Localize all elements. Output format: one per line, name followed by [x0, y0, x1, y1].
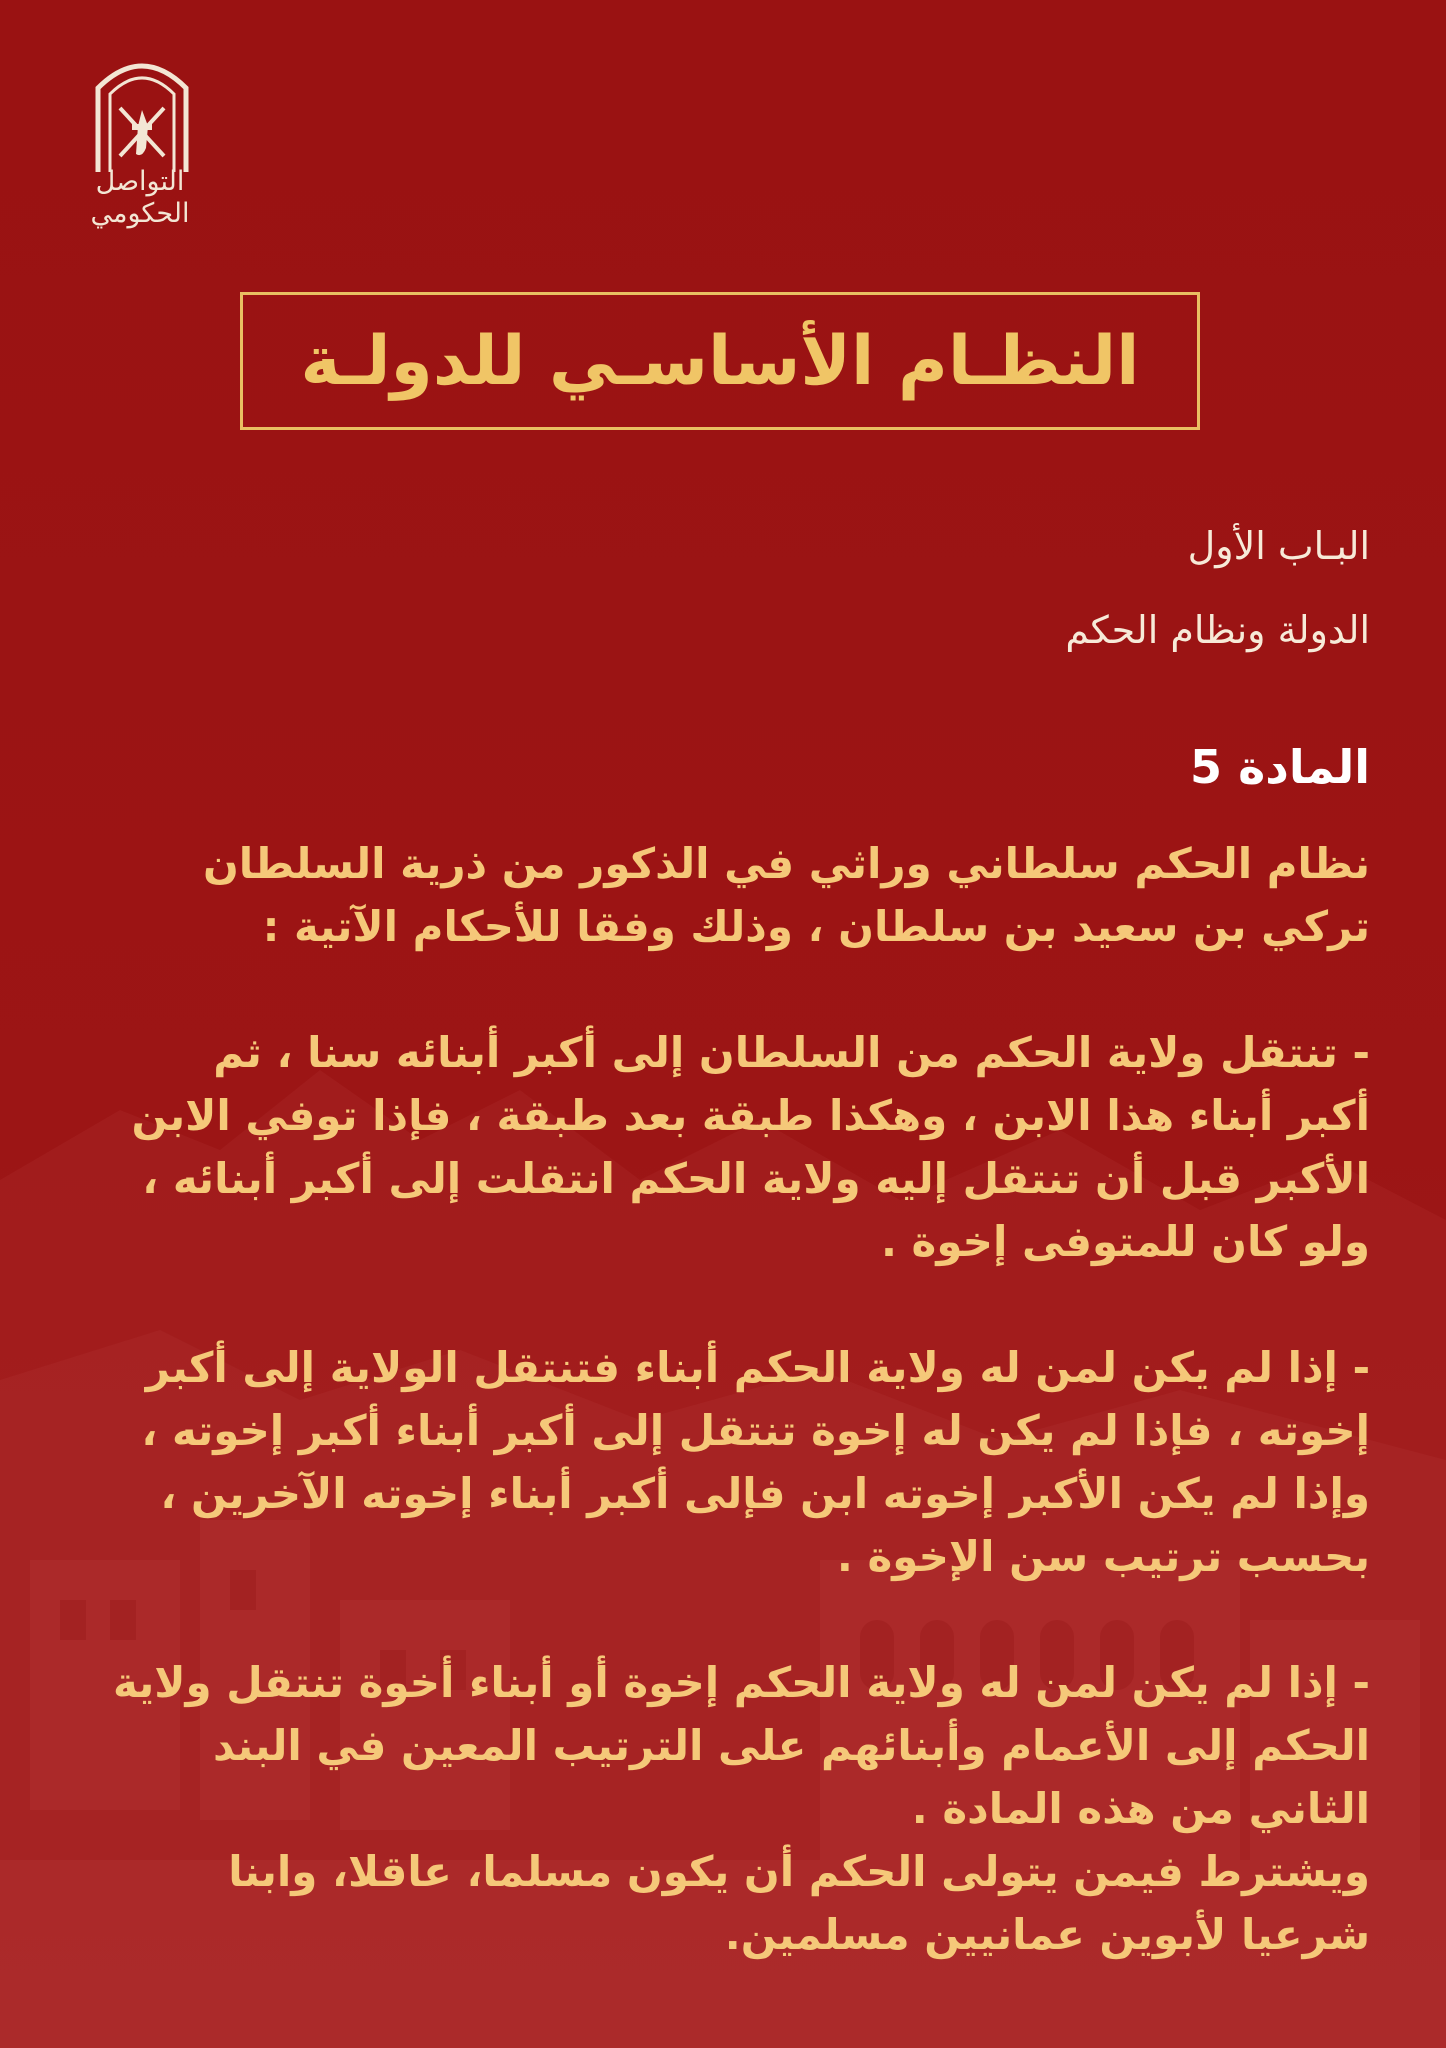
page-title: النظـام الأساسـي للدولـة — [300, 321, 1140, 401]
article-body — [104, 832, 1370, 1966]
article-clause-3: - إذا لم يكن لمن له ولاية الحكم إخوة أو أبناء أخوة تنتقل ولاية الحكم إلى الأعمام وأبنائهم على الترتيب المعين في البند الثاني من هذه المادة . — [113, 1658, 1370, 1833]
article-title: المادة 5 — [1190, 740, 1370, 794]
chapter-name: الدولة ونظام الحكم — [1065, 608, 1370, 652]
article-condition: ويشترط فيمن يتولى الحكم أن يكون مسلما، عاقلا، وابنا شرعيا لأبوين عمانيين مسلمين. — [228, 1847, 1370, 1959]
article-clause-2: - إذا لم يكن لمن له ولاية الحكم أبناء فتنتقل الولاية إلى أكبر إخوته ، فإذا لم يكن له إخوة تنتقل إلى أكبر أبناء أكبر إخوته ، وإذا لم يكن الأكبر إخوته ابن فإلى أكبر أبناء إخوته الآخرين ، بحسب ترتيب سن الإخوة . — [141, 1343, 1370, 1581]
title-frame — [240, 292, 1200, 430]
article-intro: نظام الحكم سلطاني وراثي في الذكور من ذرية السلطان تركي بن سعيد بن سلطان ، وذلك وفقا للأحكام الآتية : — [202, 839, 1370, 951]
article-clause-1: - تنتقل ولاية الحكم من السلطان إلى أكبر أبنائه سنا ، ثم أكبر أبناء هذا الابن ، وهكذا طبقة بعد طبقة ، فإذا توفي الابن الأكبر قبل أن تنتقل إليه ولاية الحكم انتقلت إلى أكبر أبنائه ، ولو كان للمتوفى إخوة . — [131, 1028, 1370, 1266]
chapter-label: البـاب الأول — [1187, 524, 1370, 568]
brand-name: التواصل الحكومي — [90, 166, 190, 229]
